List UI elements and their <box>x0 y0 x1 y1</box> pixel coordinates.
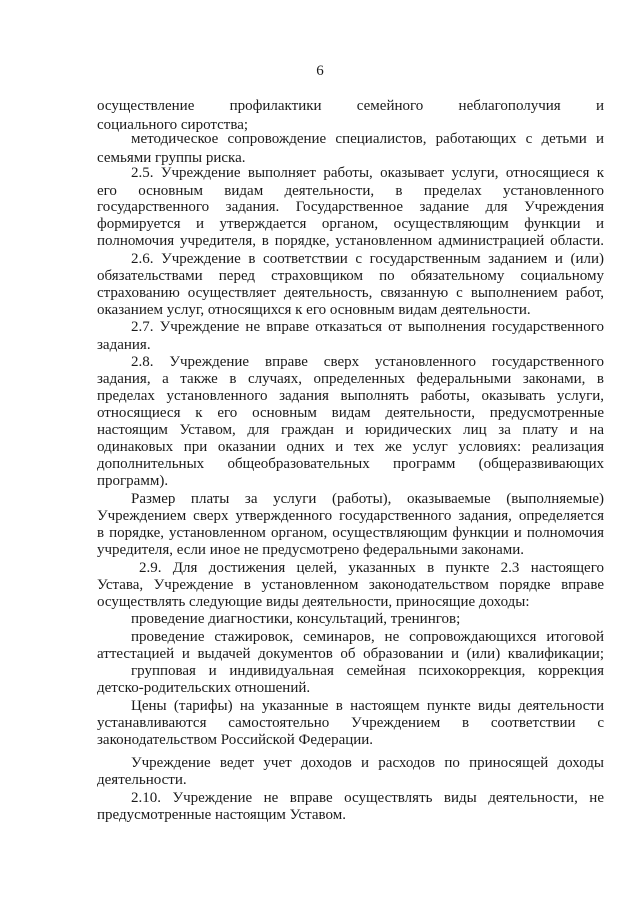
text-line: проведение диагностики, консультаций, тренингов; <box>131 611 461 627</box>
text-line: методическое сопровождение специалистов, работающих с детьми и <box>131 131 604 147</box>
text-line: оказанием услуг, относящихся к его основным видам деятельности. <box>97 302 531 318</box>
text-line: обязательствами перед страховщиком по обязательному социальному <box>97 268 604 284</box>
text-line: государственного задания. Государственное задание для Учреждения <box>97 199 604 215</box>
text-line: семьями группы риска. <box>97 150 246 166</box>
text-line: социального сиротства; <box>97 117 249 133</box>
text-line: 2.10. Учреждение не вправе осуществлять виды деятельности, не <box>131 790 604 806</box>
text-line: одинаковых при оказании одних и тех же услуг условиях: реализация <box>97 439 604 455</box>
text-line: дополнительных общеобразовательных программ (общеразвивающих <box>97 456 604 472</box>
text-line: 2.6. Учреждение в соответствии с государственным заданием и (или) <box>131 251 604 267</box>
text-line: групповая и индивидуальная семейная психокоррекция, коррекция <box>131 663 604 679</box>
text-line: относящиеся к его основным видам деятельности, предусмотренные <box>97 405 604 421</box>
text-line: предусмотренные настоящим Уставом. <box>97 807 346 823</box>
text-line: 2.7. Учреждение не вправе отказаться от выполнения государственного <box>131 319 604 335</box>
text-line: Цены (тарифы) на указанные в настоящем пункте виды деятельности <box>131 698 604 714</box>
text-line: 2.5. Учреждение выполняет работы, оказывает услуги, относящиеся к <box>131 165 604 181</box>
text-line: Учреждение ведет учет доходов и расходов по приносящей доходы <box>131 755 604 771</box>
text-line: в порядке, установленном органом, осуществляющим функции и полномочия <box>97 525 604 541</box>
text-line: 2.8. Учреждение вправе сверх установленного государственного <box>131 354 604 370</box>
text-line: аттестацией и выдачей документов об образовании и (или) квалификации; <box>97 646 604 662</box>
text-line: осуществление профилактики семейного неблагополучия и <box>97 98 604 114</box>
text-line: полномочия учредителя, в порядке, установленном администрацией области. <box>97 233 604 249</box>
text-line: Размер платы за услуги (работы), оказываемые (выполняемые) <box>131 491 604 507</box>
text-line: 2.9. Для достижения целей, указанных в пункте 2.3 настоящего <box>139 560 604 576</box>
text-line: задания, а также в случаях, определенных федеральными законами, в <box>97 371 604 387</box>
text-line: учредителя, если иное не предусмотрено федеральными законами. <box>97 542 525 558</box>
text-line: осуществлять следующие виды деятельности, приносящие доходы: <box>97 594 530 610</box>
text-line: Устава, Учреждение в установленном законодательством порядке вправе <box>97 577 604 593</box>
text-line: формируется и утверждается органом, осуществляющим функции и <box>97 216 604 232</box>
text-line: программ). <box>97 473 169 489</box>
text-line: устанавливаются самостоятельно Учреждением в соответствии с <box>97 715 604 731</box>
text-line: страхованию осуществляет деятельность, связанную с выполнением работ, <box>97 285 604 301</box>
text-line: деятельности. <box>97 772 187 788</box>
text-line: Учреждением сверх утвержденного государственного задания, определяется <box>97 508 604 524</box>
text-line: пределах установленного задания выполнять работы, оказывать услуги, <box>97 388 604 404</box>
text-line: детско-родительских отношений. <box>97 680 311 696</box>
text-line: задания. <box>97 337 151 353</box>
text-line: законодательством Российской Федерации. <box>97 732 374 748</box>
text-line: проведение стажировок, семинаров, не сопровождающихся итоговой <box>131 629 604 645</box>
text-line: настоящим Уставом, для граждан и юридических лиц за плату и на <box>97 422 604 438</box>
page-number: 6 <box>316 63 324 79</box>
text-line: его основным видам деятельности, в пределах установленного <box>97 183 604 199</box>
